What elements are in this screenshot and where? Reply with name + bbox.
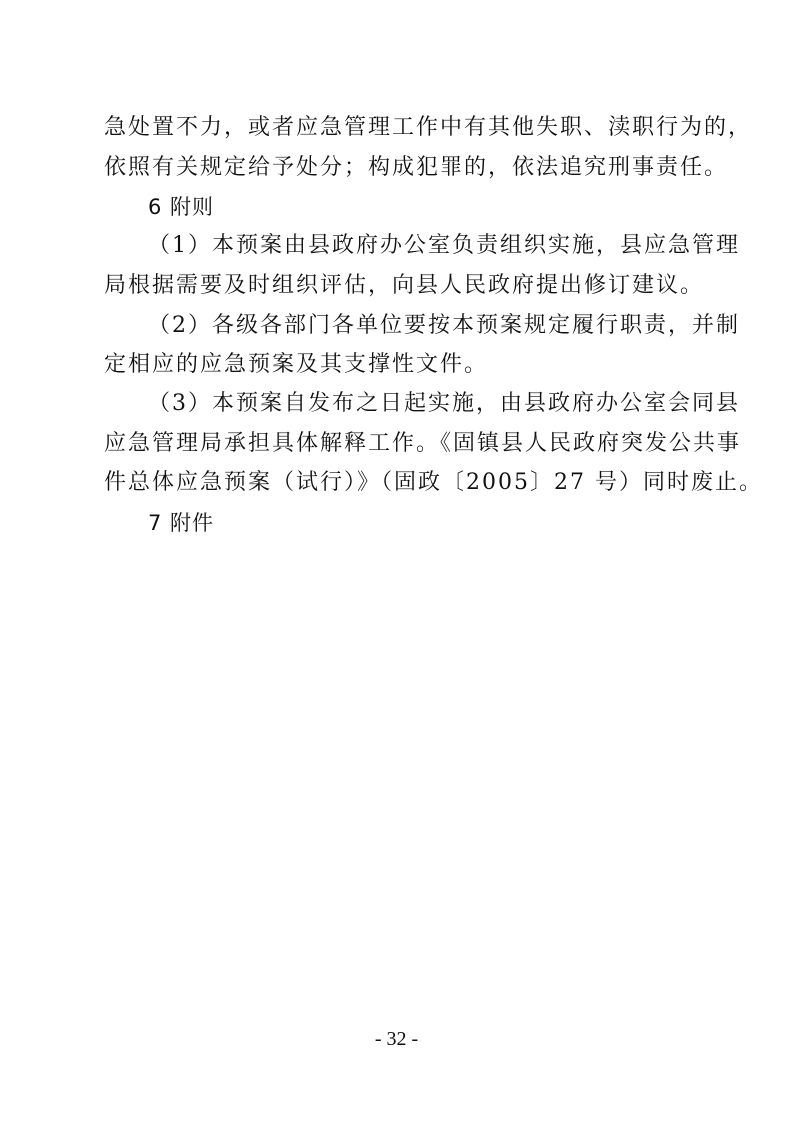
body-text-line: 应急管理局承担具体解释工作。《固镇县人民政府突发公共事 [104,431,742,456]
body-text-line: 件总体应急预案（试行）》（固政〔2005〕27 号）同时废止。 [104,470,763,495]
body-text-line: 依照有关规定给予处分；构成犯罪的，依法追究刑事责任。 [104,155,729,180]
body-text-line: 定相应的应急预案及其支撑性文件。 [104,352,489,377]
body-text-line: （2）各级各部门各单位要按本预案规定履行职责，并制 [148,313,740,338]
body-text-line: （1）本预案由县政府办公室负责组织实施，县应急管理 [148,233,740,258]
body-text-line: 急处置不力，或者应急管理工作中有其他失职、渎职行为的， [104,115,753,140]
section-heading-appendix-rules: 6 附则 [148,195,215,219]
page-number: - 32 - [374,1028,419,1050]
section-heading-attachments: 7 附件 [148,511,215,535]
body-text-line: 局根据需要及时组织评估，向县人民政府提出修订建议。 [104,273,705,298]
body-text-line: （3）本预案自发布之日起实施，由县政府办公室会同县 [148,391,740,416]
